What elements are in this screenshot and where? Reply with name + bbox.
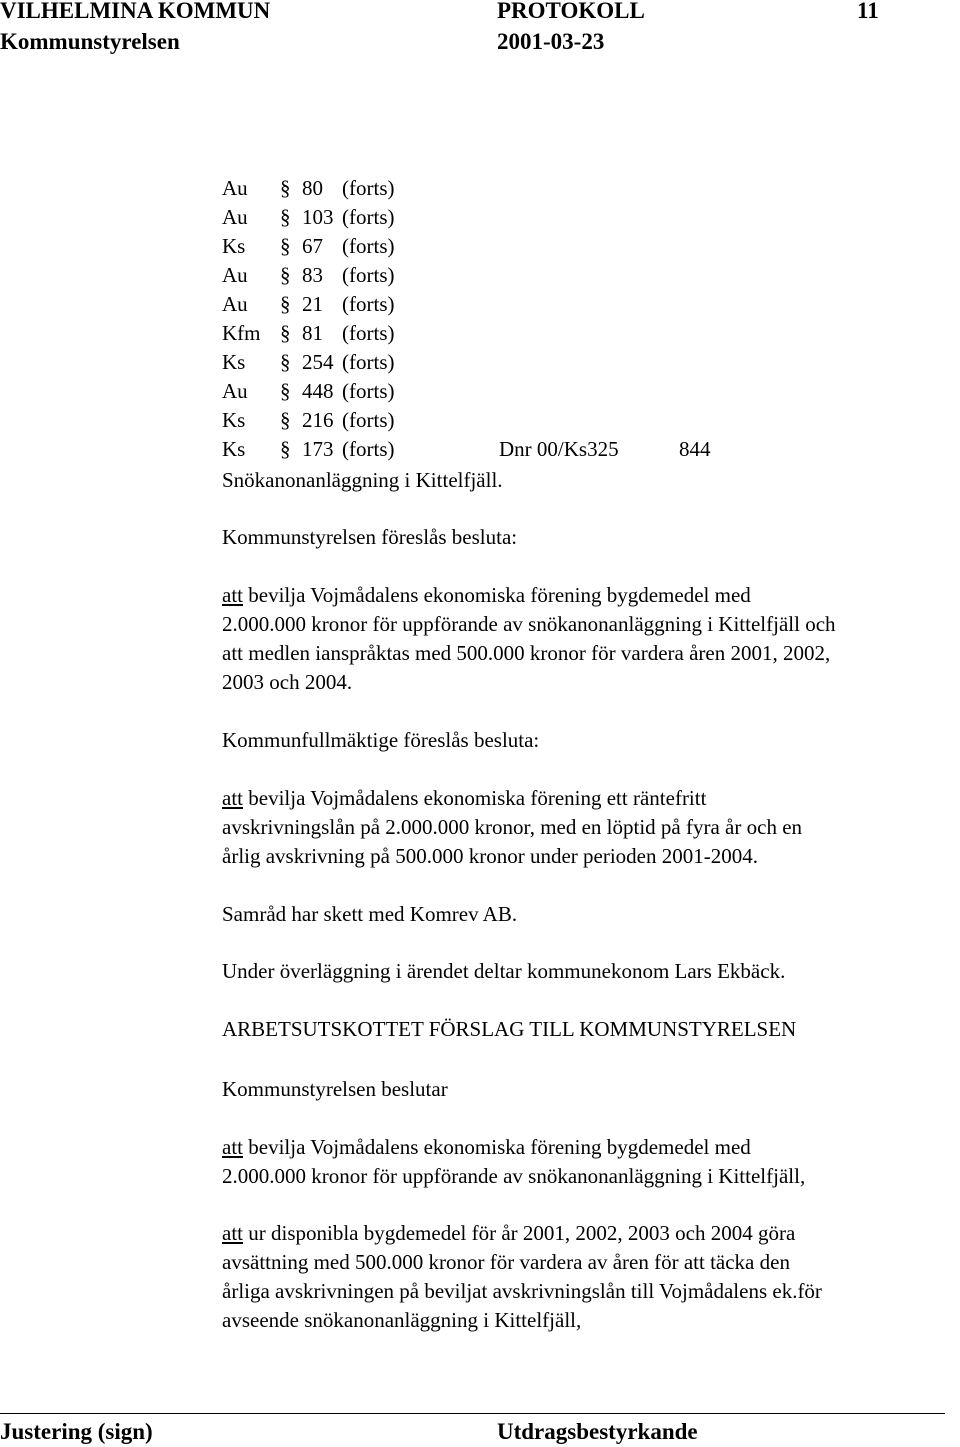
kf-proposal-line: att bevilja Vojmådalens ekonomiska förening ett räntefritt bbox=[222, 786, 707, 810]
reference-note: (forts) bbox=[342, 205, 395, 229]
reference-body: Au bbox=[222, 263, 248, 287]
header-org: VILHELMINA KOMMUN bbox=[0, 0, 271, 23]
section-reference bbox=[222, 321, 394, 345]
reference-body: Kfm bbox=[222, 321, 261, 345]
deliberation-note: Under överläggning i ärendet deltar kommunekonom Lars Ekbäck. bbox=[222, 959, 786, 983]
section-sign: § bbox=[280, 292, 291, 316]
reference-note: (forts) bbox=[342, 350, 395, 374]
section-sign: § bbox=[280, 263, 291, 287]
reference-note: (forts) bbox=[342, 234, 395, 258]
reference-note: (forts) bbox=[342, 263, 395, 287]
kf-proposal-line: årlig avskrivning på 500.000 kronor under perioden 2001-2004. bbox=[222, 844, 758, 868]
kf-proposal-body bbox=[222, 784, 960, 871]
reference-number: 80 bbox=[302, 176, 323, 200]
decision-second-att bbox=[222, 1219, 960, 1335]
section-sign: § bbox=[280, 205, 291, 229]
reference-number: 173 bbox=[302, 437, 334, 461]
reference-body: Au bbox=[222, 379, 248, 403]
reference-number: 448 bbox=[302, 379, 334, 403]
section-sign: § bbox=[280, 408, 291, 432]
reference-body: Au bbox=[222, 176, 248, 200]
decision-line: avseende snökanonanläggning i Kittelfjäll, bbox=[222, 1308, 582, 1332]
section-sign: § bbox=[280, 379, 291, 403]
footer-rule bbox=[0, 1413, 945, 1414]
reference-note: (forts) bbox=[342, 408, 395, 432]
reference-number: 83 bbox=[302, 263, 323, 287]
ks-proposal-body bbox=[222, 581, 960, 697]
reference-number: 254 bbox=[302, 350, 334, 374]
section-reference bbox=[222, 379, 394, 403]
ks-proposal-line: att bevilja Vojmådalens ekonomiska förening bygdemedel med bbox=[222, 583, 751, 607]
reference-number: 81 bbox=[302, 321, 323, 345]
footer-extract-label: Utdragsbestyrkande bbox=[497, 1419, 698, 1444]
section-sign: § bbox=[280, 321, 291, 345]
ks-proposal-line: 2.000.000 kronor för uppförande av snökanonanläggning i Kittelfjäll och bbox=[222, 612, 836, 636]
reference-note: (forts) bbox=[342, 176, 395, 200]
header-page-number: 11 bbox=[857, 0, 879, 23]
reference-note: (forts) bbox=[342, 292, 395, 316]
section-reference bbox=[222, 205, 394, 229]
reference-number: 103 bbox=[302, 205, 334, 229]
section-reference bbox=[222, 437, 711, 461]
reference-note: (forts) bbox=[342, 437, 395, 461]
section-reference bbox=[222, 292, 394, 316]
reference-number: 216 bbox=[302, 408, 334, 432]
header-doc-type: PROTOKOLL bbox=[497, 0, 645, 23]
att-keyword: att bbox=[222, 583, 243, 607]
section-reference bbox=[222, 408, 394, 432]
header-date: 2001-03-23 bbox=[497, 29, 605, 54]
reference-note: (forts) bbox=[342, 379, 395, 403]
footer-sign-label: Justering (sign) bbox=[0, 1419, 153, 1444]
reference-note: (forts) bbox=[342, 321, 395, 345]
ks-proposal-line: 2003 och 2004. bbox=[222, 670, 353, 694]
ks-proposal-heading: Kommunstyrelsen föreslås besluta: bbox=[222, 525, 518, 549]
section-sign: § bbox=[280, 437, 291, 461]
section-reference bbox=[222, 350, 394, 374]
att-keyword: att bbox=[222, 1221, 243, 1245]
reference-body: Ks bbox=[222, 234, 246, 258]
subject-line: Snökanonanläggning i Kittelfjäll. bbox=[222, 468, 503, 492]
section-reference bbox=[222, 176, 394, 200]
reference-body: Au bbox=[222, 292, 248, 316]
att-keyword: att bbox=[222, 1135, 243, 1159]
dnr-number: 844 bbox=[679, 437, 711, 461]
decision-heading: Kommunstyrelsen beslutar bbox=[222, 1077, 448, 1101]
au-proposal-heading: ARBETSUTSKOTTET FÖRSLAG TILL KOMMUNSTYRELSEN bbox=[222, 1017, 797, 1041]
decision-line: avsättning med 500.000 kronor för vardera av åren för att täcka den bbox=[222, 1250, 790, 1274]
section-reference bbox=[222, 234, 394, 258]
reference-body: Ks bbox=[222, 408, 246, 432]
decision-line: att bevilja Vojmådalens ekonomiska förening bygdemedel med bbox=[222, 1135, 751, 1159]
reference-number: 21 bbox=[302, 292, 323, 316]
decision-line: att ur disponibla bygdemedel för år 2001, 2002, 2003 och 2004 göra bbox=[222, 1221, 796, 1245]
decision-line: årliga avskrivningen på beviljat avskrivningslån till Vojmådalens ek.för bbox=[222, 1279, 822, 1303]
dnr-label: Dnr 00/Ks325 bbox=[499, 437, 619, 461]
reference-body: Ks bbox=[222, 350, 246, 374]
kf-proposal-heading: Kommunfullmäktige föreslås besluta: bbox=[222, 728, 540, 752]
header-body: Kommunstyrelsen bbox=[0, 29, 180, 54]
kf-proposal-line: avskrivningslån på 2.000.000 kronor, med en löptid på fyra år och en bbox=[222, 815, 803, 839]
consultation-note: Samråd har skett med Komrev AB. bbox=[222, 902, 518, 926]
section-reference bbox=[222, 263, 394, 287]
section-sign: § bbox=[280, 350, 291, 374]
section-sign: § bbox=[280, 176, 291, 200]
att-keyword: att bbox=[222, 786, 243, 810]
reference-body: Au bbox=[222, 205, 248, 229]
reference-number: 67 bbox=[302, 234, 323, 258]
decision-first-att bbox=[222, 1133, 960, 1191]
reference-body: Ks bbox=[222, 437, 246, 461]
decision-line: 2.000.000 kronor för uppförande av snökanonanläggning i Kittelfjäll, bbox=[222, 1164, 806, 1188]
section-sign: § bbox=[280, 234, 291, 258]
ks-proposal-line: att medlen ianspråktas med 500.000 kronor för vardera åren 2001, 2002, bbox=[222, 641, 831, 665]
